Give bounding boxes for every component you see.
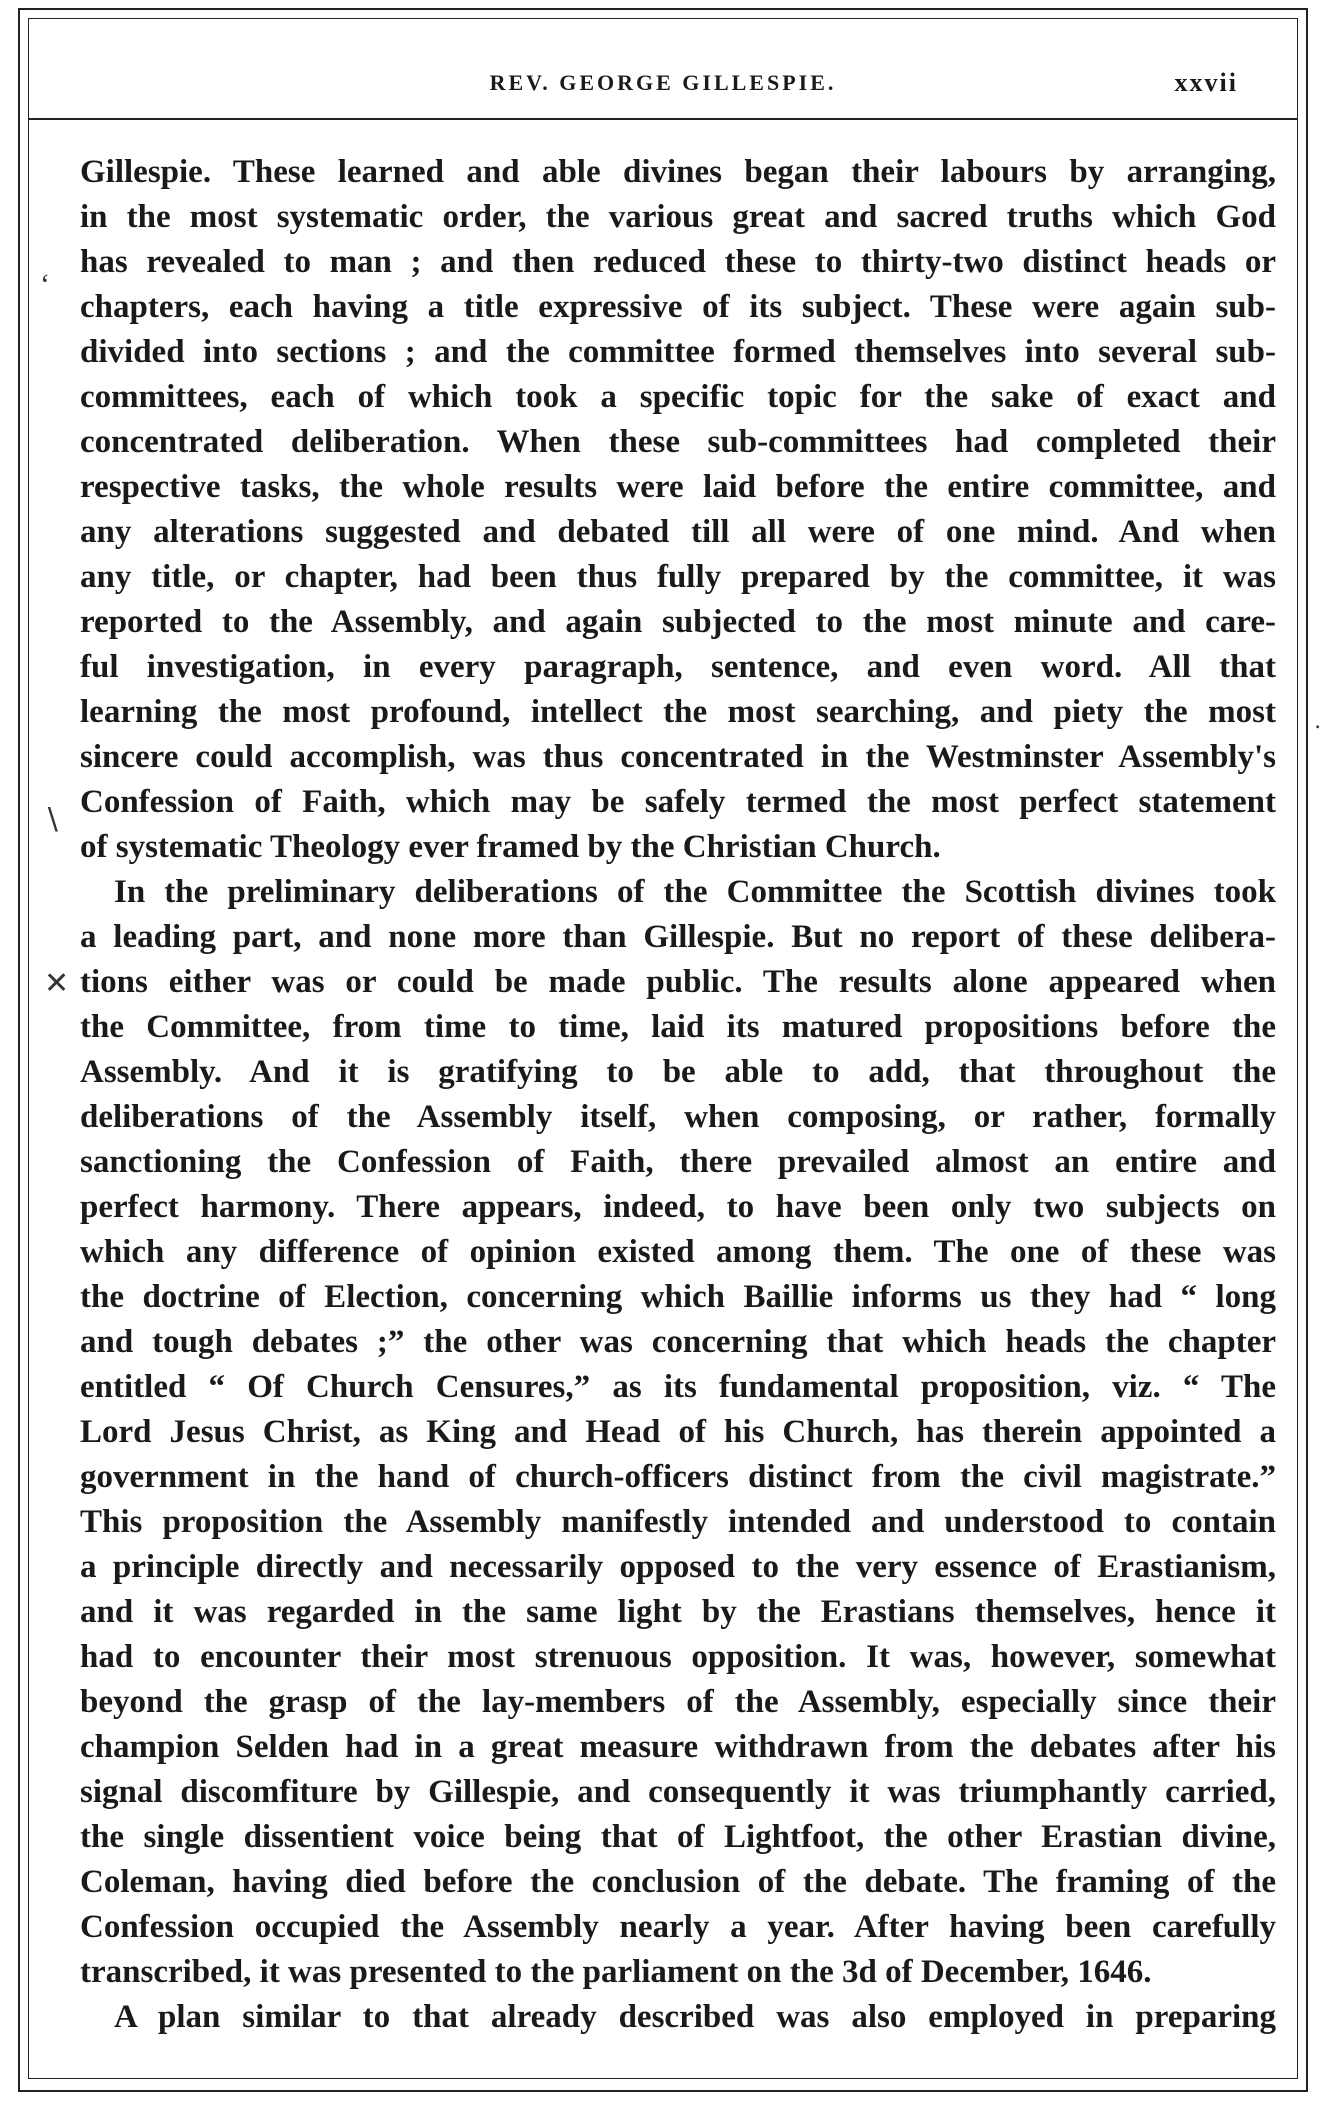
- text-line: chapters, each having a title expressive of its subject. These were again sub-: [80, 289, 1276, 325]
- body-text: [80, 150, 1276, 2040]
- text-line: reported to the Assembly, and again subjected to the most minute and care-: [80, 604, 1276, 640]
- text-line: Assembly. And it is gratifying to be able to add, that throughout the: [80, 1054, 1276, 1090]
- margin-right-mark: ․: [1314, 708, 1322, 733]
- text-line: learning the most profound, intellect the most searching, and piety the most: [80, 694, 1276, 730]
- text-line: concentrated deliberation. When these sub-committees had completed their: [80, 424, 1276, 460]
- frame-left-inner-rule: [28, 18, 29, 2079]
- text-line: tions either was or could be made public. The results alone appeared when: [80, 964, 1276, 1000]
- text-line: beyond the grasp of the lay-members of the Assembly, especially since their: [80, 1684, 1276, 1720]
- text-line: sincere could accomplish, was thus concentrated in the Westminster Assembly's: [80, 739, 1276, 775]
- running-header: [18, 70, 1308, 110]
- text-line: in the most systematic order, the various great and sacred truths which God: [80, 199, 1276, 235]
- text-line: champion Selden had in a great measure withdrawn from the debates after his: [80, 1729, 1276, 1765]
- text-line: ful investigation, in every paragraph, sentence, and even word. All that: [80, 649, 1276, 685]
- page-frame: [18, 8, 1322, 2093]
- text-line: a principle directly and necessarily opposed to the very essence of Erastianism,: [80, 1549, 1276, 1585]
- text-line: Confession occupied the Assembly nearly a year. After having been carefully: [80, 1909, 1276, 1945]
- text-line: entitled “ Of Church Censures,” as its fundamental proposition, viz. “ The: [80, 1369, 1276, 1405]
- text-line: and it was regarded in the same light by the Erastians themselves, hence it: [80, 1594, 1276, 1630]
- frame-right-rule: [1306, 8, 1308, 2092]
- text-line: the single dissentient voice being that of Lightfoot, the other Erastian divine,: [80, 1819, 1276, 1855]
- text-line: Confession of Faith, which may be safely termed the most perfect statement: [80, 784, 1276, 820]
- frame-left-rule: [18, 8, 20, 2092]
- frame-top-rule: [18, 8, 1308, 10]
- text-line: and tough debates ;” the other was concerning that which heads the chapter: [80, 1324, 1276, 1360]
- text-line: the doctrine of Election, concerning which Baillie informs us they had “ long: [80, 1279, 1276, 1315]
- text-line: has revealed to man ; and then reduced these to thirty-two distinct heads or: [80, 244, 1276, 280]
- frame-bottom-rule: [18, 2090, 1308, 2092]
- text-line: Coleman, having died before the conclusion of the debate. The framing of the: [80, 1864, 1276, 1900]
- text-line: respective tasks, the whole results were laid before the entire committee, and: [80, 469, 1276, 505]
- text-line: of systematic Theology ever framed by the Christian Church.: [80, 829, 941, 865]
- text-line: sanctioning the Confession of Faith, there prevailed almost an entire and: [80, 1144, 1276, 1180]
- text-line: perfect harmony. There appears, indeed, to have been only two subjects on: [80, 1189, 1276, 1225]
- margin-tick-mark: ‘: [40, 268, 50, 301]
- margin-bracket-mark: ∖: [42, 804, 62, 837]
- text-line: a leading part, and none more than Gillespie. But no report of these delibera-: [80, 919, 1276, 955]
- running-head: REV. GEORGE GILLESPIE.: [489, 70, 837, 95]
- text-line: any title, or chapter, had been thus fully prepared by the committee, it was: [80, 559, 1276, 595]
- margin-x-mark: ✕: [44, 967, 70, 1000]
- text-line: Lord Jesus Christ, as King and Head of his Church, has therein appointed a: [80, 1414, 1276, 1450]
- text-line: divided into sections ; and the committee formed themselves into several sub-: [80, 334, 1276, 370]
- text-line: the Committee, from time to time, laid its matured propositions before the: [80, 1009, 1276, 1045]
- frame-bottom-inner-rule: [28, 2078, 1298, 2079]
- text-line: which any difference of opinion existed among them. The one of these was: [80, 1234, 1276, 1270]
- text-line: In the preliminary deliberations of the Committee the Scottish divines took: [114, 874, 1276, 910]
- page-number: xxvii: [1174, 68, 1238, 97]
- text-line: deliberations of the Assembly itself, when composing, or rather, formally: [80, 1099, 1276, 1135]
- text-line: signal discomfiture by Gillespie, and consequently it was triumphantly carried,: [80, 1774, 1276, 1810]
- text-line: committees, each of which took a specific topic for the sake of exact and: [80, 379, 1276, 415]
- header-rule: [28, 118, 1298, 120]
- frame-top-inner-rule: [28, 18, 1298, 19]
- text-line: any alterations suggested and debated till all were of one mind. And when: [80, 514, 1276, 550]
- text-line: A plan similar to that already described was also employed in preparing: [114, 1999, 1276, 2035]
- text-line: This proposition the Assembly manifestly intended and understood to contain: [80, 1504, 1276, 1540]
- text-line: had to encounter their most strenuous opposition. It was, however, somewhat: [80, 1639, 1276, 1675]
- text-line: transcribed, it was presented to the parliament on the 3d of December, 1646.: [80, 1954, 1152, 1990]
- text-line: Gillespie. These learned and able divines began their labours by arranging,: [80, 154, 1276, 190]
- frame-right-inner-rule: [1297, 18, 1298, 2079]
- text-line: government in the hand of church-officers distinct from the civil magistrate.”: [80, 1459, 1276, 1495]
